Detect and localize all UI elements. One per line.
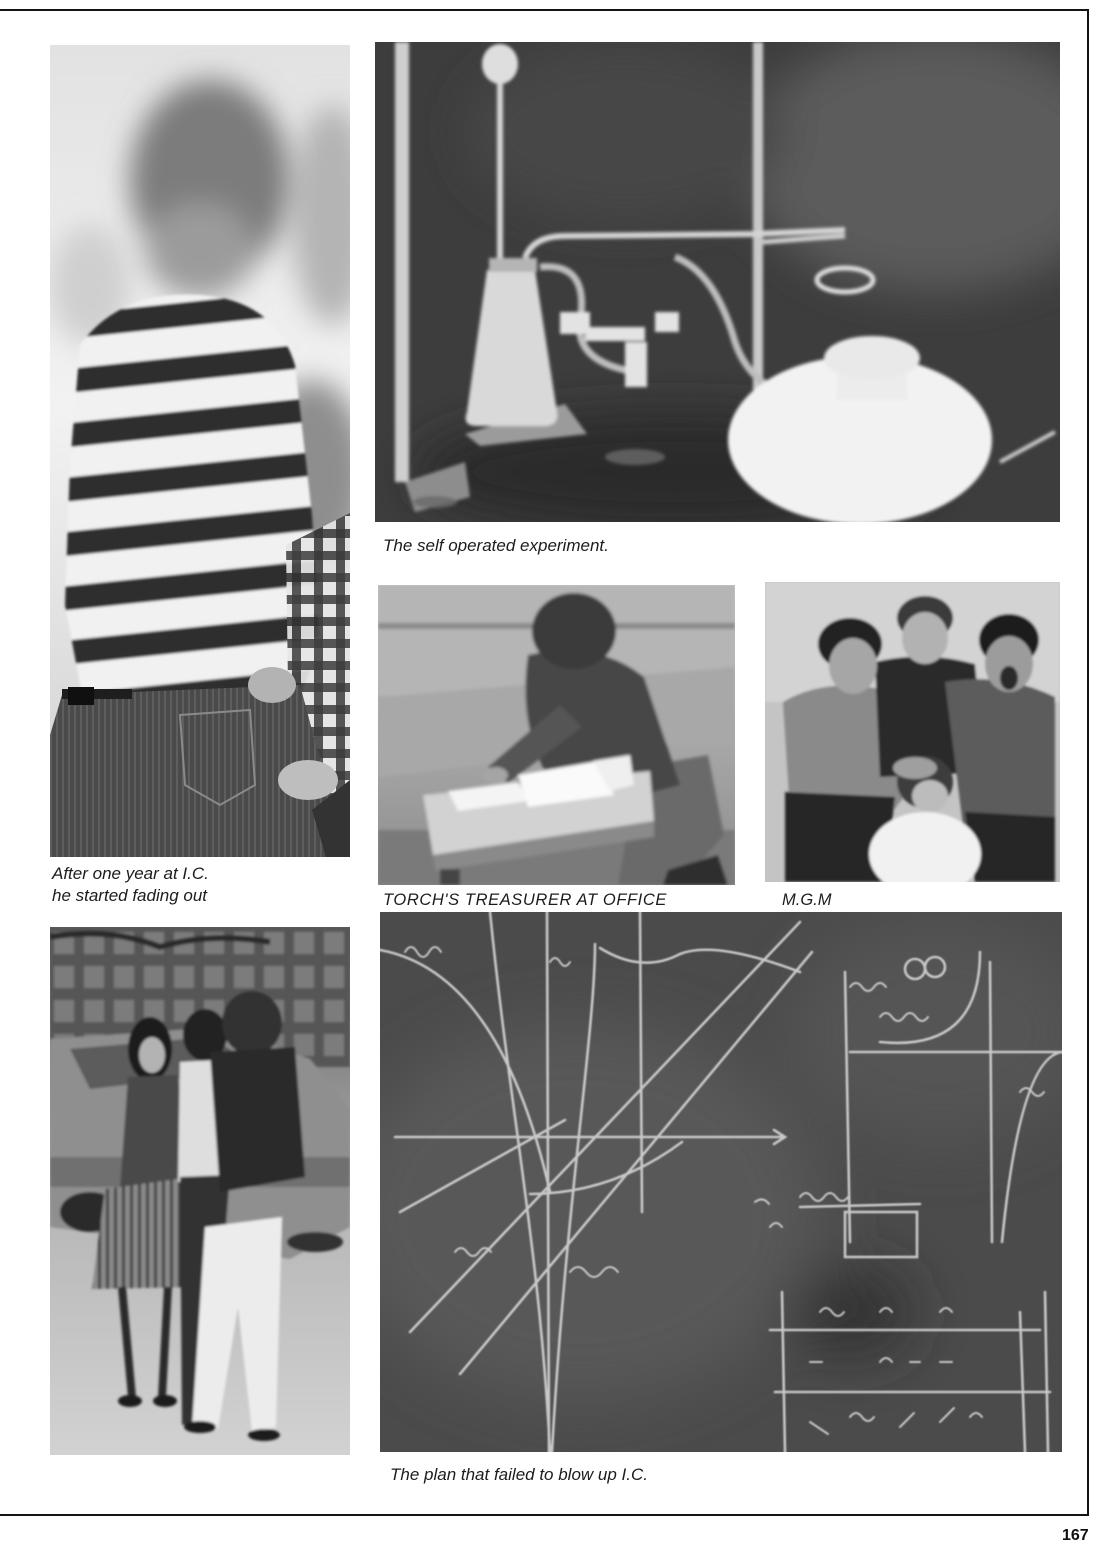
- hand-on-head: [893, 757, 937, 779]
- bowl-lid: [824, 336, 920, 380]
- photo-blackboard-image: [380, 912, 1062, 1452]
- caption-experiment: The self operated experiment.: [383, 536, 609, 555]
- photo-striped-shirt-image: [50, 45, 350, 857]
- photo-blackboard: [380, 912, 1062, 1452]
- photo-striped-shirt-student: [50, 45, 350, 857]
- photo-treasurer-image: [378, 585, 735, 885]
- person-head: [532, 593, 616, 669]
- caption-fading-out-line-1: After one year at I.C.: [52, 864, 209, 883]
- stand-pole-left: [395, 42, 409, 482]
- caption-mgm: M.G.M: [782, 891, 832, 909]
- funnel-stem: [497, 82, 503, 262]
- caption-blackboard: The plan that failed to blow up I.C.: [390, 1465, 648, 1484]
- caption-treasurer: TORCH'S TREASURER AT OFFICE: [383, 891, 667, 909]
- photo-group-by-car: [50, 927, 350, 1455]
- striped-shirt: [65, 295, 320, 710]
- writing-hand: [484, 767, 508, 783]
- funnel-bulb: [482, 44, 518, 84]
- bench-leg: [440, 869, 460, 885]
- photo-lab-experiment-image: [375, 42, 1060, 522]
- photo-mgm-image: [765, 582, 1060, 882]
- car-headlight: [287, 1232, 343, 1252]
- caption-fading-out-line-2: he started fading out: [52, 886, 208, 905]
- right-rule: [1087, 9, 1089, 1516]
- caption-fading-out: [52, 863, 209, 907]
- flask-stopper: [489, 258, 537, 272]
- bottom-rule: [0, 1514, 1089, 1516]
- belt-buckle: [68, 687, 94, 705]
- hand-on-hip: [248, 667, 296, 703]
- photo-lab-experiment: [375, 42, 1060, 522]
- photo-mgm-group: [765, 582, 1060, 882]
- page-number: 167: [1062, 1527, 1089, 1544]
- photo-group-by-car-image: [50, 927, 350, 1455]
- photo-treasurer: [378, 585, 735, 885]
- bottom-person-face: [912, 780, 948, 812]
- top-rule: [0, 9, 1089, 11]
- hand-on-rail: [278, 760, 338, 800]
